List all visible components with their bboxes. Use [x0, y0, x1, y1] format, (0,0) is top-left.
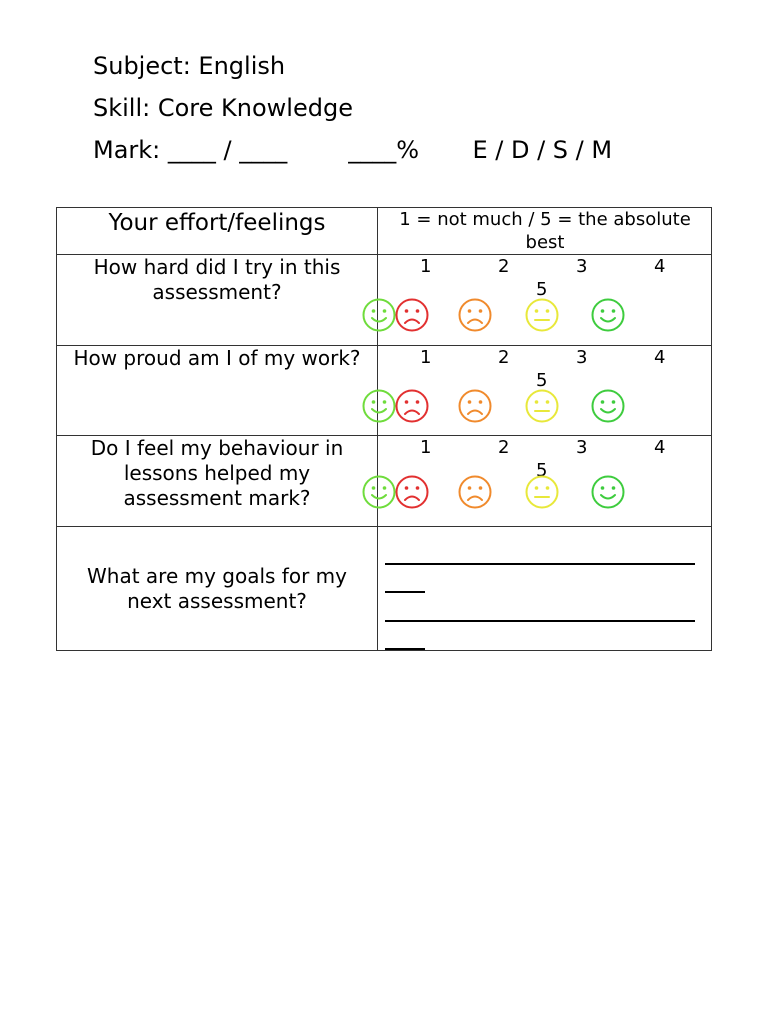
- happy-face-icon[interactable]: [361, 297, 397, 333]
- scale-number-4: 4: [654, 256, 666, 277]
- rating-scale-proud: [378, 346, 712, 435]
- scale-number-1: 1: [420, 256, 432, 277]
- scale-number-5: 5: [536, 370, 548, 391]
- face-rating-row: [378, 388, 712, 424]
- happy-face-icon[interactable]: [361, 474, 397, 510]
- scale-number-2: 2: [498, 256, 510, 277]
- unhappy-face-icon[interactable]: [457, 474, 493, 510]
- sad-face-icon[interactable]: [394, 388, 430, 424]
- happy-face-icon[interactable]: [361, 388, 397, 424]
- question-goals: What are my goals for my next assessment?: [87, 564, 347, 613]
- smiley-face-icon[interactable]: [590, 388, 626, 424]
- face-rating-row: [378, 474, 712, 510]
- neutral-face-icon[interactable]: [524, 474, 560, 510]
- scale-number-2: 2: [498, 347, 510, 368]
- unhappy-face-icon[interactable]: [457, 297, 493, 333]
- scale-number-1: 1: [420, 437, 432, 458]
- sad-face-icon[interactable]: [394, 474, 430, 510]
- scale-number-2: 2: [498, 437, 510, 458]
- scale-number-5: 5: [536, 279, 548, 300]
- scale-numbers: [378, 255, 712, 301]
- rating-scale-effort: [378, 255, 712, 345]
- skill-label: Skill: Core Knowledge: [93, 94, 353, 122]
- goal-answer-line[interactable]: [385, 648, 425, 650]
- header-scale-description: 1 = not much / 5 = the absolute best: [399, 209, 691, 253]
- question-proud: How proud am I of my work?: [73, 346, 361, 370]
- scale-numbers: [378, 346, 712, 392]
- scale-number-3: 3: [576, 256, 588, 277]
- question-effort: How hard did I try in this assessment?: [93, 255, 341, 304]
- row-divider: [57, 526, 711, 527]
- scale-number-5: 5: [536, 460, 548, 481]
- scale-number-4: 4: [654, 437, 666, 458]
- assessment-table: [56, 207, 712, 651]
- smiley-face-icon[interactable]: [590, 297, 626, 333]
- scale-number-1: 1: [420, 347, 432, 368]
- goal-answer-line[interactable]: [385, 591, 425, 593]
- scale-number-3: 3: [576, 347, 588, 368]
- mark-line: Mark: ____ / ____ ____% E / D / S / M: [93, 136, 613, 164]
- goal-answer-line[interactable]: [385, 620, 695, 622]
- header-effort-feelings: Your effort/feelings: [108, 210, 326, 236]
- face-rating-row: [378, 297, 712, 333]
- smiley-face-icon[interactable]: [590, 474, 626, 510]
- unhappy-face-icon[interactable]: [457, 388, 493, 424]
- sad-face-icon[interactable]: [394, 297, 430, 333]
- subject-label: Subject: English: [93, 52, 286, 80]
- goal-answer-line[interactable]: [385, 563, 695, 565]
- neutral-face-icon[interactable]: [524, 388, 560, 424]
- neutral-face-icon[interactable]: [524, 297, 560, 333]
- rating-scale-behaviour: [378, 436, 712, 526]
- scale-number-4: 4: [654, 347, 666, 368]
- question-behaviour: Do I feel my behaviour in lessons helped my assessment mark?: [90, 436, 344, 510]
- scale-number-3: 3: [576, 437, 588, 458]
